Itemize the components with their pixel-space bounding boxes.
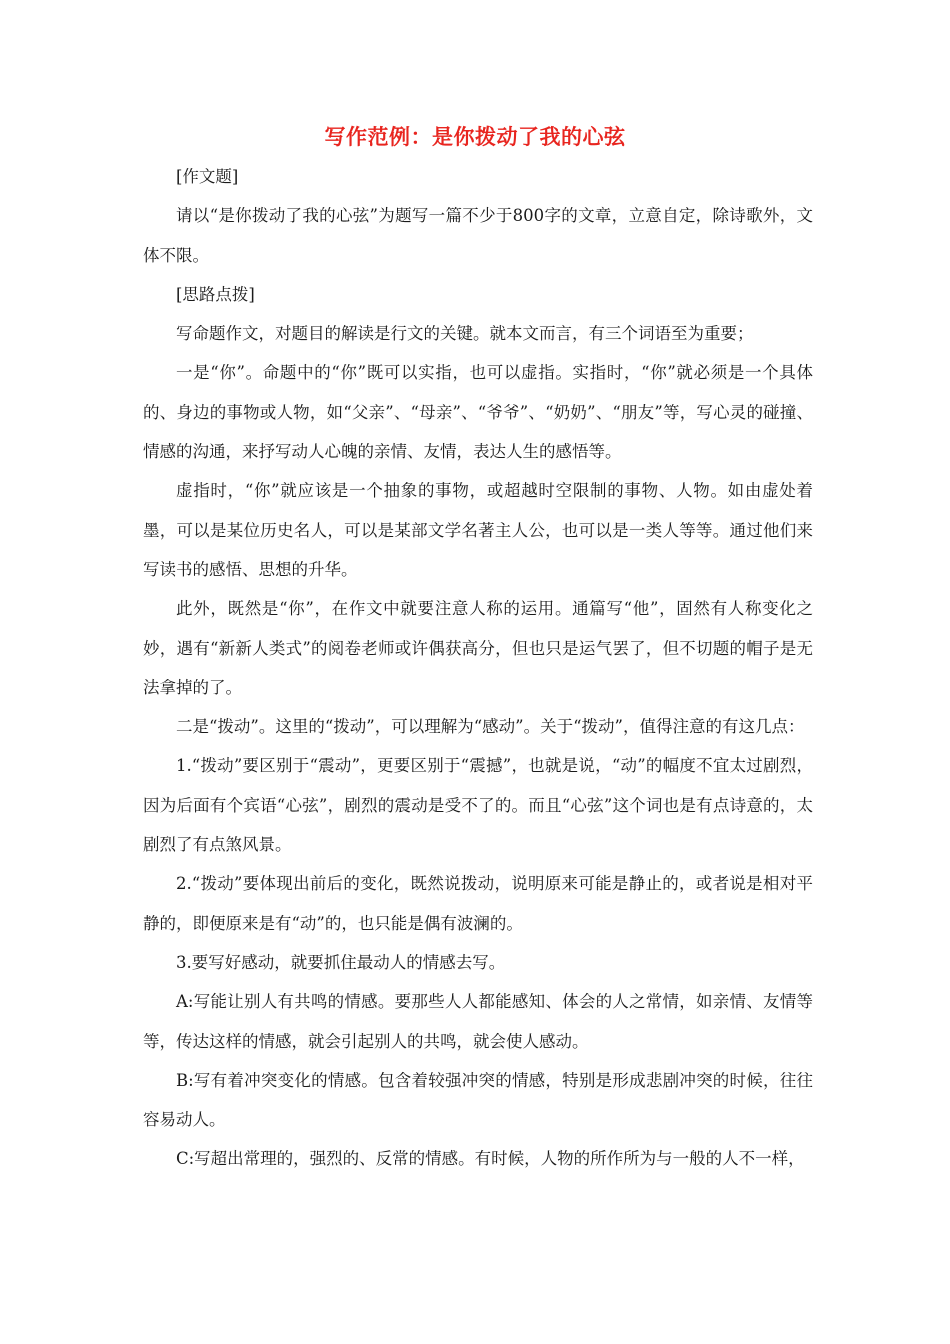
list-item-1: 1.“拨动”要区别于“震动”，更要区别于“震撼”，也就是说，“动”的幅度不宜太过剧烈，因为后面有个宾语“心弦”，剧烈的震动是受不了的。而且“心弦”这个词也是有点诗意的，太剧烈了有点煞风景。 bbox=[143, 756, 813, 855]
document-body bbox=[143, 157, 813, 1179]
paragraph-intro: 写命题作文，对题目的解读是行文的关键。就本文而言，有三个词语至为重要； bbox=[176, 324, 754, 344]
document-title: 写作范例：是你拨动了我的心弦 bbox=[324, 125, 626, 149]
list-item-3: 3.要写好感动，就要抓住最动人的情感去写。 bbox=[176, 952, 506, 972]
section-heading-prompt: [作文题] bbox=[176, 167, 239, 186]
list-item-b: B:写有着冲突变化的情感。包含着较强冲突的情感，特别是形成悲剧冲突的时候，往往容易动人。 bbox=[143, 1070, 813, 1130]
list-item-2: 2.“拨动”要体现出前后的变化，既然说拨动，说明原来可能是静止的，或者说是相对平静的，即便原来是有“动”的，也只能是偶有波澜的。 bbox=[143, 874, 813, 933]
list-item-c: C:写超出常理的，强烈的、反常的情感。有时候，人物的所作所为与一般的人不一样， bbox=[176, 1149, 805, 1169]
paragraph-you-literal: 一是“你”。命题中的“你”既可以实指，也可以虚指。实指时，“你”就必须是一个具体的、身边的事物或人物，如“父亲”、“母亲”、“爷爷”、“奶奶”、“朋友”等，写心灵的碰撞、情感的沟通，来抒写动人心魄的亲情、友情，表达人生的感悟等。 bbox=[143, 363, 813, 462]
paragraph-you-abstract: 虚指时，“你”就应该是一个抽象的事物，或超越时空限制的事物、人物。如由虚处着墨，可以是某位历史名人，可以是某部文学名著主人公，也可以是一类人等等。通过他们来写读书的感悟、思想的升华。 bbox=[143, 481, 813, 579]
section-heading-guidance: [思路点拨] bbox=[176, 284, 255, 304]
paragraph-pluck: 二是“拨动”。这里的“拨动”，可以理解为“感动”。关于“拨动”，值得注意的有这几点： bbox=[176, 717, 805, 737]
paragraph-prompt: 请以“是你拨动了我的心弦”为题写一篇不少于800字的文章，立意自定，除诗歌外，文体不限。 bbox=[143, 206, 813, 265]
paragraph-person: 此外，既然是“你”，在作文中就要注意人称的运用。通篇写“他”，固然有人称变化之妙，遇有“新新人类式”的阅卷老师或许偶获高分，但也只是运气罢了，但不切题的帽子是无法拿掉的了。 bbox=[143, 599, 813, 697]
list-item-a: A:写能让别人有共鸣的情感。要那些人人都能感知、体会的人之常情，如亲情、友情等等，传达这样的情感，就会引起别人的共鸣，就会使人感动。 bbox=[143, 992, 813, 1051]
